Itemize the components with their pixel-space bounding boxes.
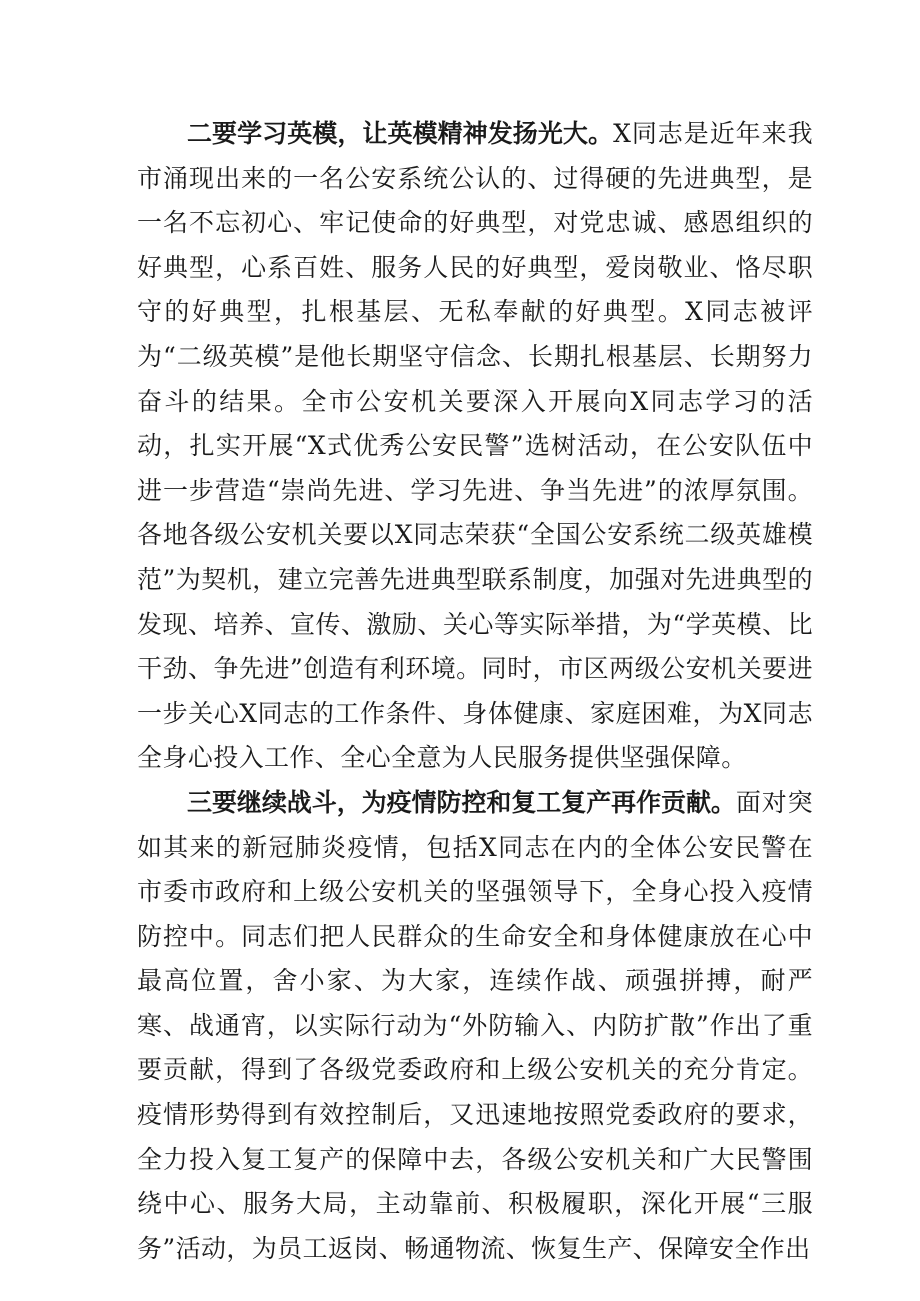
paragraph-3-heading: 三要继续战斗，为疫情防控和复工复产再作贡献。 [187, 787, 736, 817]
document-body [137, 112, 813, 1271]
paragraph-2-heading: 二要学习英模，让英模精神发扬光大。 [187, 119, 614, 148]
paragraph-2-text: X同志是近年来我市涌现出来的一名公安系统公认的、过得硬的先进典型，是一名不忘初心、牢记使命的好典型，对党忠诚、感恩组织的好典型，心系百姓、服务人民的好典型，爱岗敬业、恪尽职守的好典型，扎根基层、无私奉献的好典型。X同志被评为“二级英模”是他长期坚守信念、长期扎根基层、长期努力奋斗的结果。全市公安机关要深入开展向X同志学习的活动，扎实开展“X式优秀公安民警”选树活动，在公安队伍中进一步营造“崇尚先进、学习先进、争当先进”的浓厚氛围。各地各级公安机关要以X同志荣获“全国公安系统二级英雄模范”为契机，建立完善先进典型联系制度，加强对先进典型的发现、培养、宣传、激励、关心等实际举措，为“学英模、比干劲、争先进”创造有利环境。同时，市区两级公安机关要进一步关心X同志的工作条件、身体健康、家庭困难，为X同志全身心投入工作、全心全意为人民服务提供坚强保障。 [137, 119, 813, 773]
paragraph-2 [137, 112, 813, 781]
paragraph-3-text: 面对突如其来的新冠肺炎疫情，包括X同志在内的全体公安民警在市委市政府和上级公安机关的坚强领导下，全身心投入疫情防控中。同志们把人民群众的生命安全和身体健康放在心中最高位置，舍小家、为大家，连续作战、顽强拼搏，耐严寒、战通宵，以实际行动为“外防输入、内防扩散”作出了重要贡献，得到了各级党委政府和上级公安机关的充分肯定。疫情形势得到有效控制后，又迅速地按照党委政府的要求，全力投入复工复产的保障中去，各级公安机关和广大民警围绕中心、服务大局，主动靠前、积极履职，深化开展“三服务”活动，为员工返岗、畅通物流、恢复生产、保障安全作出 [137, 787, 813, 1263]
paragraph-3 [137, 781, 813, 1272]
